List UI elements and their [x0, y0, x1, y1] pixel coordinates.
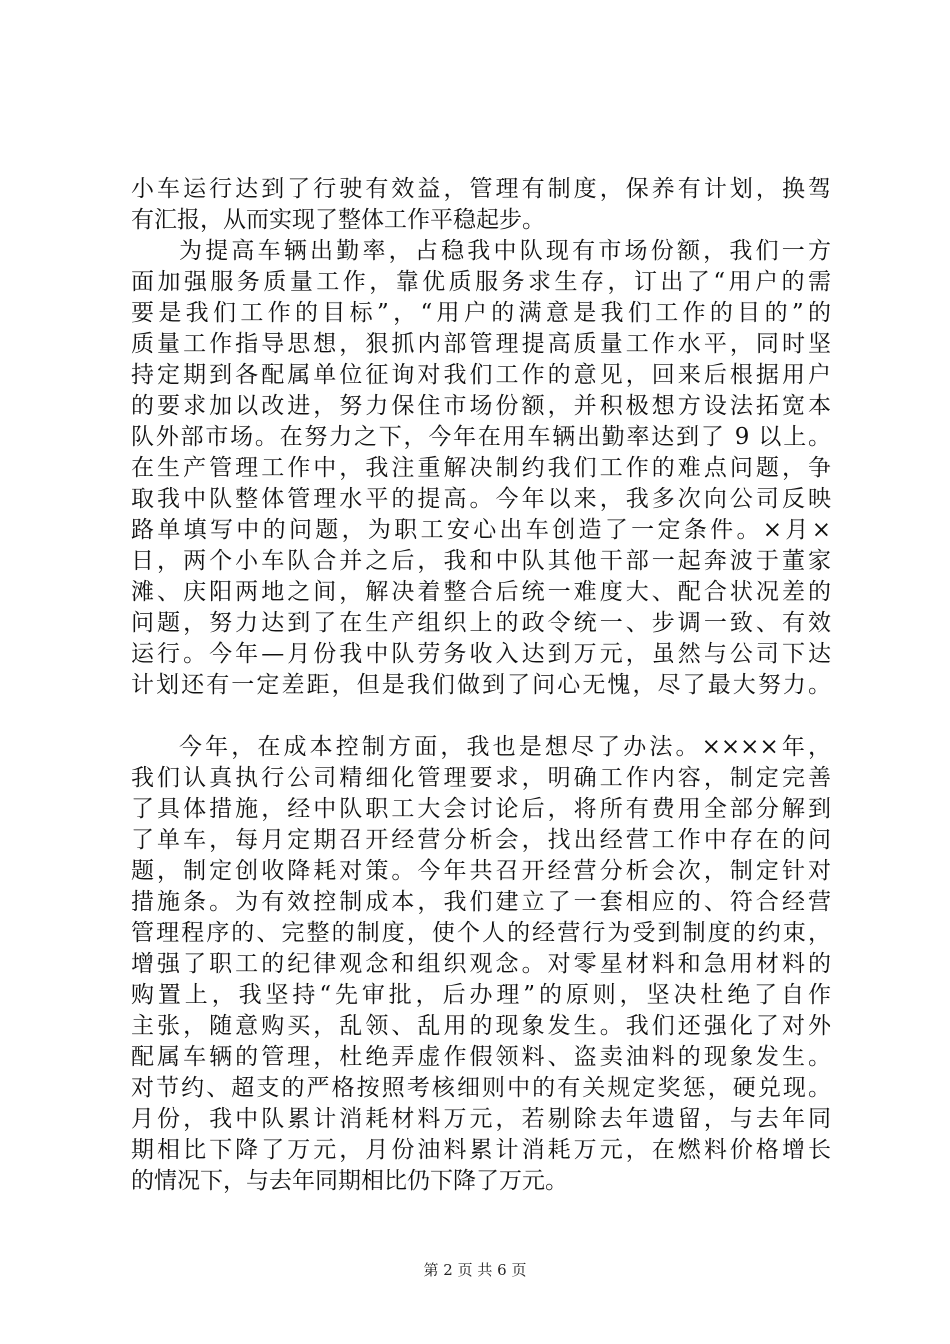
text-line: 对节约、超支的严格按照考核细则中的有关规定奖惩，硬兑现。 [131, 1075, 831, 1101]
text-line: 问题，努力达到了在生产组织上的政令统一、步调一致、有效 [131, 610, 831, 636]
text-line: 持定期到各配属单位征询对我们工作的意见，回来后根据用户 [131, 362, 831, 388]
text-line: 计划还有一定差距，但是我们做到了问心无愧，尽了最大努力。 [131, 672, 831, 698]
text-line: 面加强服务质量工作，靠优质服务求生存，订出了“用户的需 [131, 269, 831, 295]
text-line: 日，两个小车队合并之后，我和中队其他干部一起奔波于董家 [131, 548, 831, 574]
text-line: 月份，我中队累计消耗材料万元，若剔除去年遗留，与去年同 [131, 1106, 831, 1132]
text-line: 了具体措施，经中队职工大会讨论后，将所有费用全部分解到 [131, 796, 831, 822]
text-line: 队外部市场。在努力之下，今年在用车辆出勤率达到了 9 以上。 [131, 424, 831, 450]
text-line: 的情况下，与去年同期相比仍下降了万元。 [131, 1168, 568, 1194]
text-line: 取我中队整体管理水平的提高。今年以来，我多次向公司反映 [131, 486, 831, 512]
text-line: 运行。今年—月份我中队劳务收入达到万元，虽然与公司下达 [131, 641, 831, 667]
text-line: 有汇报，从而实现了整体工作平稳起步。 [131, 207, 545, 233]
text-line: 为提高车辆出勤率，占稳我中队现有市场份额，我们一方 [179, 238, 831, 264]
text-line: 管理程序的、完整的制度，使个人的经营行为受到制度的约束， [131, 920, 831, 946]
text-line: 质量工作指导思想，狠抓内部管理提高质量工作水平，同时坚 [131, 331, 831, 357]
text-line: 路单填写中的问题，为职工安心出车创造了一定条件。×月× [131, 517, 831, 543]
text-line: 主张，随意购买，乱领、乱用的现象发生。我们还强化了对外 [131, 1013, 831, 1039]
paragraph [131, 236, 831, 701]
body-text [131, 174, 831, 1197]
text-line: 期相比下降了万元，月份油料累计消耗万元，在燃料价格增长 [131, 1137, 831, 1163]
text-line: 要是我们工作的目标”，“用户的满意是我们工作的目的”的 [131, 300, 831, 326]
text-line: 购置上，我坚持“先审批，后办理”的原则，坚决杜绝了自作 [131, 982, 831, 1008]
paragraph-gap [131, 701, 831, 732]
text-line: 的要求加以改进，努力保住市场份额，并积极想方设法拓宽本 [131, 393, 831, 419]
paragraph [131, 174, 831, 236]
text-line: 今年，在成本控制方面，我也是想尽了办法。××××年， [179, 734, 831, 760]
page-footer [0, 1260, 950, 1280]
text-line: 我们认真执行公司精细化管理要求，明确工作内容，制定完善 [131, 765, 831, 791]
text-line: 滩、庆阳两地之间，解决着整合后统一难度大、配合状况差的 [131, 579, 831, 605]
text-line: 在生产管理工作中，我注重解决制约我们工作的难点问题，争 [131, 455, 831, 481]
text-line: 措施条。为有效控制成本，我们建立了一套相应的、符合经营 [131, 889, 831, 915]
text-line: 增强了职工的纪律观念和组织观念。对零星材料和急用材料的 [131, 951, 831, 977]
text-line: 了单车，每月定期召开经营分析会，找出经营工作中存在的问 [131, 827, 831, 853]
page-number: 第 2 页 共 6 页 [423, 1261, 527, 1279]
paragraph [131, 732, 831, 1197]
text-line: 题，制定创收降耗对策。今年共召开经营分析会次，制定针对 [131, 858, 831, 884]
text-line: 小车运行达到了行驶有效益，管理有制度，保养有计划，换驾 [131, 176, 831, 202]
text-line: 配属车辆的管理，杜绝弄虚作假领料、盗卖油料的现象发生。 [131, 1044, 831, 1070]
